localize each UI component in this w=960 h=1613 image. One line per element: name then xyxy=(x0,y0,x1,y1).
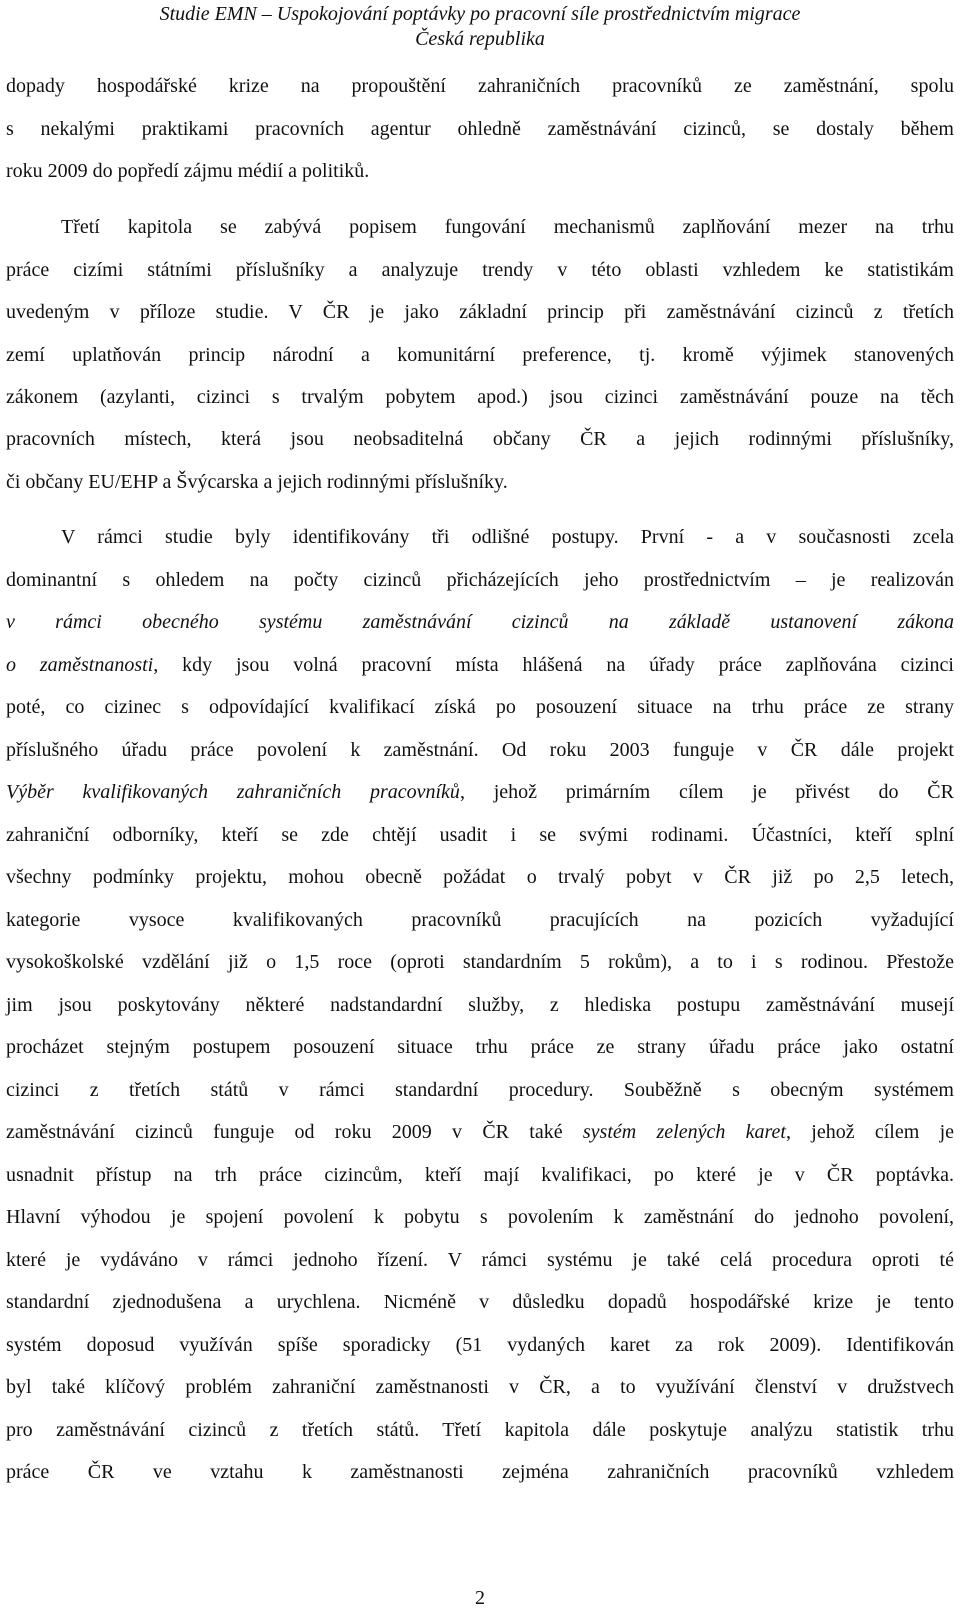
text-line: uvedeným v příloze studie. V ČR je jako základní princip při zaměstnávání cizinců z třetích xyxy=(6,301,954,323)
header-country: Česká republika xyxy=(415,28,545,50)
text-line: pro zaměstnávání cizinců z třetích států. Třetí kapitola dále poskytuje analýzu statistik trhu xyxy=(6,1419,954,1441)
text-run: , jehož cílem je xyxy=(785,1121,955,1143)
text-run: zaměstnávání cizinců funguje od roku 2009 v ČR také xyxy=(6,1121,583,1143)
running-header xyxy=(0,2,960,52)
italic-phrase: systém zelených karet xyxy=(582,1121,786,1143)
text-line: které je vydáváno v rámci jednoho řízení. V rámci systému je také celá procedura oproti té xyxy=(6,1249,954,1271)
text-line: s nekalými praktikami pracovních agentur ohledně zaměstnávání cizinců, se dostaly během xyxy=(6,118,954,140)
text-line: V rámci studie byly identifikovány tři odlišné postupy. První - a v současnosti zcela xyxy=(61,526,954,548)
text-line: dominantní s ohledem na počty cizinců přicházejících jeho prostřednictvím – je realizován xyxy=(6,569,954,591)
page-number: 2 xyxy=(475,1587,485,1609)
text-line: práce cizími státními příslušníky a analyzuje trendy v této oblasti vzhledem ke statistikám xyxy=(6,259,954,281)
text-line: dopady hospodářské krize na propouštění zahraničních pracovníků ze zaměstnání, spolu xyxy=(6,75,954,97)
text-line: roku 2009 do popředí zájmu médií a politiků. xyxy=(6,160,370,182)
text-line-italic: v rámci obecného systému zaměstnávání cizinců na základě ustanovení zákona xyxy=(6,611,954,633)
text-line: procházet stejným postupem posouzení situace trhu práce ze strany úřadu práce jako ostatní xyxy=(6,1036,954,1058)
text-line: pracovních místech, která jsou neobsaditelná občany ČR a jejich rodinnými příslušníky, xyxy=(6,428,954,450)
header-title: Studie EMN – Uspokojování poptávky po pracovní síle prostřednictvím migrace xyxy=(159,3,801,25)
text-line: či občany EU/EHP a Švýcarska a jejich rodinnými příslušníky. xyxy=(6,471,508,493)
text-line: práce ČR ve vztahu k zaměstnanosti zejména zahraničních pracovníků vzhledem xyxy=(6,1461,954,1483)
text-line: všechny podmínky projektu, mohou obecně požádat o trvalý pobyt v ČR již po 2,5 letech, xyxy=(6,866,954,888)
text-line: systém doposud využíván spíše sporadicky (51 vydaných karet za rok 2009). Identifikován xyxy=(6,1334,954,1356)
text-line: standardní zjednodušena a urychlena. Nicméně v důsledku dopadů hospodářské krize je tento xyxy=(6,1291,954,1313)
text-line: cizinci z třetích států v rámci standardní procedury. Souběžně s obecným systémem xyxy=(6,1079,954,1101)
text-line: poté, co cizinec s odpovídající kvalifikací získá po posouzení situace na trhu práce ze strany xyxy=(6,696,954,718)
text-line: zahraniční odborníky, kteří se zde chtějí usadit i se svými rodinami. Účastníci, kteří splní xyxy=(6,824,954,846)
text-line: vysokoškolské vzdělání již o 1,5 roce (oproti standardním 5 rokům), a to i s rodinou. Přestože xyxy=(6,951,954,973)
text-line: kategorie vysoce kvalifikovaných pracovníků pracujících na pozicích vyžadující xyxy=(6,909,954,931)
text-line: usnadnit přístup na trh práce cizincům, kteří mají kvalifikaci, po které je v ČR poptávka. xyxy=(6,1164,954,1186)
text-line: příslušného úřadu práce povolení k zaměstnání. Od roku 2003 funguje v ČR dále projekt xyxy=(6,739,954,761)
text-line: Třetí kapitola se zabývá popisem fungování mechanismů zaplňování mezer na trhu xyxy=(61,216,954,238)
italic-phrase: Výběr kvalifikovaných zahraničních pracovníků xyxy=(6,781,460,803)
text-line xyxy=(6,778,954,806)
text-line: zemí uplatňován princip národní a komunitární preference, tj. kromě výjimek stanovených xyxy=(6,344,954,366)
text-line xyxy=(6,1118,954,1146)
text-line: byl také klíčový problém zahraniční zaměstnanosti v ČR, a to využívání členství v družstvech xyxy=(6,1376,954,1398)
text-line: jim jsou poskytovány některé nadstandardní služby, z hlediska postupu zaměstnávání musejí xyxy=(6,994,954,1016)
text-line: zákonem (azylanti, cizinci s trvalým pobytem apod.) jsou cizinci zaměstnávání pouze na těch xyxy=(6,386,954,408)
text-line xyxy=(6,651,954,679)
text-run: , jehož primárním cílem je přivést do ČR xyxy=(459,781,954,803)
text-run: , kdy jsou volná pracovní místa hlášená na úřady práce zaplňována cizinci xyxy=(153,654,954,676)
italic-phrase: o zaměstnanosti xyxy=(6,654,154,676)
text-line: Hlavní výhodou je spojení povolení k pobytu s povolením k zaměstnání do jednoho povolení, xyxy=(6,1206,954,1228)
